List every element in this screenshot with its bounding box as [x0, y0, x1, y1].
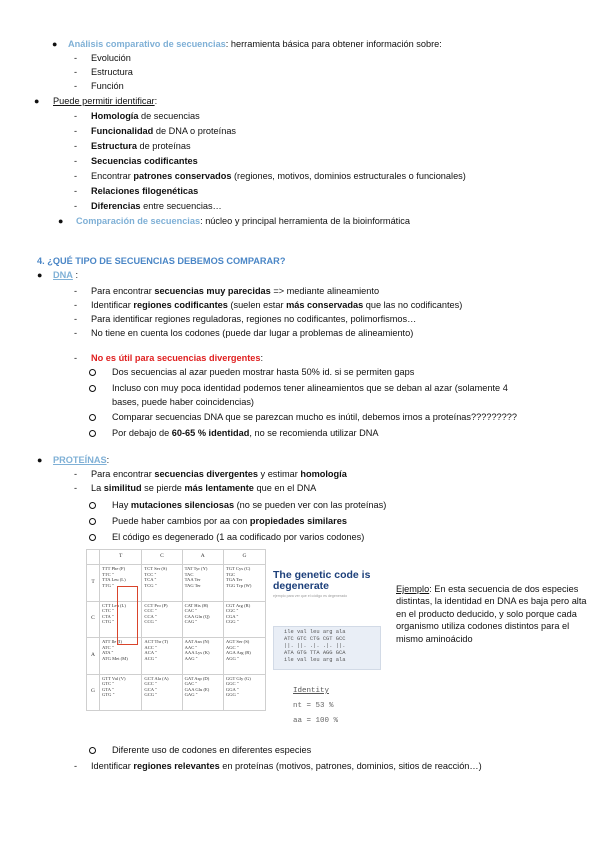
- item-text: Identificar: [91, 761, 134, 771]
- identify-item: [91, 125, 236, 137]
- item-text: entre secuencias…: [140, 201, 222, 211]
- item-text: (no se pueden ver con las proteínas): [234, 500, 387, 510]
- not-useful-line: [91, 352, 263, 364]
- item-text: que en el DNA: [253, 483, 317, 493]
- dash: -: [74, 81, 78, 91]
- item-bold: Diferencias: [91, 201, 141, 211]
- protein-item: [91, 468, 347, 480]
- dash: -: [74, 469, 78, 479]
- protein-item: [91, 482, 316, 494]
- identify-title: Puede permitir identificar: [53, 96, 155, 106]
- item-text: (suelen estar: [227, 300, 287, 310]
- dash: -: [74, 483, 78, 493]
- dash: -: [74, 186, 78, 196]
- identify-item: [91, 140, 191, 152]
- codon-cell: CAT His (H) CAC " CAA Gln (Q) CAG ": [182, 601, 223, 638]
- dash: -: [74, 201, 78, 211]
- not-useful-item: Dos secuencias al azar pueden mostrar hasta 50% id. si se permiten gaps: [112, 367, 415, 377]
- item-bold: Funcionalidad: [91, 126, 154, 136]
- comparison-title: Comparación de secuencias: [76, 216, 201, 226]
- item-text: Por debajo de: [112, 428, 172, 438]
- codon-corner: [87, 550, 100, 565]
- item-bold: Secuencias codificantes: [91, 156, 198, 166]
- alignment-line: ||. ||. .|. .|. ||.: [284, 643, 346, 649]
- circle-bullet-icon: [89, 518, 96, 525]
- dash: -: [74, 141, 78, 151]
- item-bold: Estructura: [91, 141, 137, 151]
- item-bold: más conservadas: [286, 300, 364, 310]
- analysis-line: [68, 38, 442, 50]
- item-text: => mediante alineamiento: [270, 286, 380, 296]
- dna-item: [91, 285, 379, 297]
- protein-label: PROTEÍNAS: [53, 455, 107, 465]
- identify-item: [91, 155, 198, 167]
- item-bold: más lentamente: [184, 483, 254, 493]
- item-text: de proteínas: [136, 141, 191, 151]
- bullet: ●: [37, 270, 43, 280]
- identify-item: [91, 200, 222, 212]
- item-bold: homología: [300, 469, 347, 479]
- item-text: Puede haber cambios por aa con: [112, 516, 250, 526]
- alignment-line: ile val leu arg ala: [284, 629, 346, 635]
- leucine-highlight-box: [117, 586, 138, 645]
- aa-identity: aa = 100 %: [293, 717, 339, 725]
- codon-cell: ATT Ile (I) ATC " ATA " ATG Met (M): [100, 638, 142, 675]
- codon-col-header: A: [182, 550, 223, 565]
- codon-cell: ACT Thr (T) ACC " ACA " ACG ": [142, 638, 182, 675]
- alignment-box: [273, 626, 381, 670]
- sub-item-estructura: Estructura: [91, 67, 133, 77]
- example-body: : En esta secuencia de dos especies distintas, la identidad en DNA es baja pero alta en el producto deducido, y solo porque cada organismo utiliza codones distintos para el mismo aminoácido: [396, 584, 587, 644]
- item-text: Para encontrar: [91, 286, 155, 296]
- item-bold: similitud: [103, 483, 142, 493]
- codon-row-header: C: [87, 601, 100, 638]
- codon-cell: AAT Asn (N) AAC " AAA Lys (K) AAG ": [182, 638, 223, 675]
- not-useful-item-cont: bases, puede haber coincidencias): [112, 397, 254, 407]
- analysis-text: : herramienta básica para obtener información sobre:: [225, 39, 442, 49]
- codon-cell: CGT Arg (R) CGC " CGA " CGG ": [223, 601, 265, 638]
- codon-cell: TTT Phe (F) TTC " TTA Leu (L) TTG ": [100, 565, 142, 602]
- identity-label: Identity: [293, 687, 330, 695]
- codon-row-header: A: [87, 638, 100, 675]
- section-heading: 4. ¿QUÉ TIPO DE SECUENCIAS DEBEMOS COMPARAR?: [37, 256, 286, 266]
- dash: -: [74, 286, 78, 296]
- codon-row-header: G: [87, 674, 100, 711]
- protein-sub-item: El código es degenerado (1 aa codificado por varios codones): [112, 532, 365, 542]
- item-text: Hay: [112, 500, 131, 510]
- codon-table: [86, 549, 266, 711]
- dash: -: [74, 761, 78, 771]
- sub-item-evolucion: Evolución: [91, 53, 131, 63]
- protein-sub-item: [112, 515, 347, 527]
- dash: -: [74, 314, 78, 324]
- item-text: y estimar: [258, 469, 301, 479]
- bullet: ●: [37, 455, 43, 465]
- codon-col-header: T: [100, 550, 142, 565]
- example-label: Ejemplo: [396, 584, 430, 594]
- not-useful-item: Comparar secuencias DNA que se parezcan mucho es inútil, debemos irnos a proteínas?????????: [112, 412, 517, 422]
- sub-item-funcion: Función: [91, 81, 124, 91]
- codon-cell: TGT Cys (C) TGC TGA Ter TGG Trp (W): [223, 565, 265, 602]
- analysis-title: Análisis comparativo de secuencias: [68, 39, 226, 49]
- item-bold: secuencias muy parecidas: [154, 286, 271, 296]
- item-text: que las no codificantes): [363, 300, 463, 310]
- dna-item: No tiene en cuenta los codones (puede dar lugar a problemas de alineamiento): [91, 328, 414, 338]
- item-text: La: [91, 483, 104, 493]
- circle-bullet-icon: [89, 534, 96, 541]
- item-text: Para encontrar: [91, 469, 155, 479]
- dash: -: [74, 171, 78, 181]
- item-bold: patrones conservados: [133, 171, 232, 181]
- item-bold: propiedades similares: [249, 516, 347, 526]
- circle-bullet-icon: [89, 502, 96, 509]
- dna-heading: [53, 269, 78, 281]
- protein-sub-item: [112, 499, 386, 511]
- bullet: ●: [52, 39, 58, 49]
- not-useful-item: Incluso con muy poca identidad podemos tener alineamientos que se deban al azar (solamente 4: [112, 383, 508, 393]
- genetic-code-subtitle: ejemplo para ver que el código es degenerado: [273, 594, 348, 598]
- dash: -: [74, 328, 78, 338]
- protein-colon: :: [106, 455, 110, 465]
- dna-item: Para identificar regiones reguladoras, regiones no codificantes, polimorfismos…: [91, 314, 417, 324]
- alignment-line: ile val leu arg ala: [284, 657, 346, 663]
- not-useful-colon: :: [260, 353, 264, 363]
- item-text: Encontrar: [91, 171, 134, 181]
- codon-cell: GTT Val (V) GTC " GTA " GTG ": [100, 674, 142, 711]
- item-bold: 60-65 % identidad: [171, 428, 250, 438]
- dash: -: [74, 300, 78, 310]
- identify-item: [91, 110, 200, 122]
- item-text: en proteínas (motivos, patrones, dominios, sitios de reacción…): [219, 761, 482, 771]
- relevant-regions-item: [91, 760, 482, 772]
- codon-col-header: C: [142, 550, 182, 565]
- alignment-line: ATC GTC CTG CGT GCC: [284, 636, 346, 642]
- identify-colon: :: [154, 96, 158, 106]
- circle-bullet-icon: [89, 430, 96, 437]
- item-bold: Homología: [91, 111, 139, 121]
- dash: -: [74, 67, 78, 77]
- genetic-code-figure: [271, 568, 384, 728]
- dna-label: DNA: [53, 270, 73, 280]
- comparison-text: : núcleo y principal herramienta de la bioinformática: [200, 216, 410, 226]
- identity-threshold: [112, 427, 379, 439]
- circle-bullet-icon: [89, 369, 96, 376]
- item-bold: secuencias divergentes: [154, 469, 258, 479]
- genetic-code-title: The genetic code is degenerate: [273, 569, 371, 592]
- bullet: ●: [34, 96, 40, 106]
- codon-cell: AGT Ser (S) AGC " AGA Arg (R) AGG ": [223, 638, 265, 675]
- item-text: Identificar: [91, 300, 134, 310]
- dna-colon: :: [72, 270, 79, 280]
- item-bold: regiones codificantes: [133, 300, 228, 310]
- dash: -: [74, 111, 78, 121]
- protein-heading: [53, 454, 109, 466]
- codon-cell: GCT Ala (A) GCC " GCA " GCG ": [142, 674, 182, 711]
- item-text: , no se recomienda utilizar DNA: [249, 428, 379, 438]
- codon-row-header: T: [87, 565, 100, 602]
- codon-cell: GGT Gly (G) GGC " GGA " GGG ": [223, 674, 265, 711]
- not-useful-title: No es útil para secuencias divergentes: [91, 353, 261, 363]
- dash: -: [74, 156, 78, 166]
- dna-item: [91, 299, 462, 311]
- codon-usage-item: Diferente uso de codones en diferentes especies: [112, 745, 312, 755]
- item-text: de DNA o proteínas: [153, 126, 237, 136]
- nt-identity: nt = 53 %: [293, 702, 334, 710]
- dash: -: [74, 353, 78, 363]
- dash: -: [74, 53, 78, 63]
- example-text: [396, 583, 588, 645]
- codon-cell: TCT Ser (S) TCC " TCA " TCG ": [142, 565, 182, 602]
- item-bold: mutaciones silenciosas: [130, 500, 235, 510]
- bullet: ●: [58, 216, 64, 226]
- item-bold: regiones relevantes: [133, 761, 220, 771]
- item-text: se pierde: [141, 483, 185, 493]
- comparison-line: [76, 215, 410, 227]
- identify-item: [91, 170, 466, 182]
- item-bold: Relaciones filogenéticas: [91, 186, 199, 196]
- circle-bullet-icon: [89, 747, 96, 754]
- alignment-line: ATA GTG TTA AGG GCA: [284, 650, 346, 656]
- item-text: (regiones, motivos, dominios estructurales o funcionales): [231, 171, 466, 181]
- dash: -: [74, 126, 78, 136]
- codon-cell: GAT Asp (D) GAC " GAA Glu (E) GAG ": [182, 674, 223, 711]
- codon-cell: TAT Tyr (Y) TAC TAA Ter TAG Ter: [182, 565, 223, 602]
- item-text: de secuencias: [138, 111, 200, 121]
- codon-cell: CCT Pro (P) CCC " CCA " CCG ": [142, 601, 182, 638]
- identify-item: [91, 185, 198, 197]
- codon-cell: CTT Leu (L) CTC " CTA " CTG ": [100, 601, 142, 638]
- circle-bullet-icon: [89, 414, 96, 421]
- circle-bullet-icon: [89, 385, 96, 392]
- identify-heading: [53, 95, 157, 107]
- codon-col-header: G: [223, 550, 265, 565]
